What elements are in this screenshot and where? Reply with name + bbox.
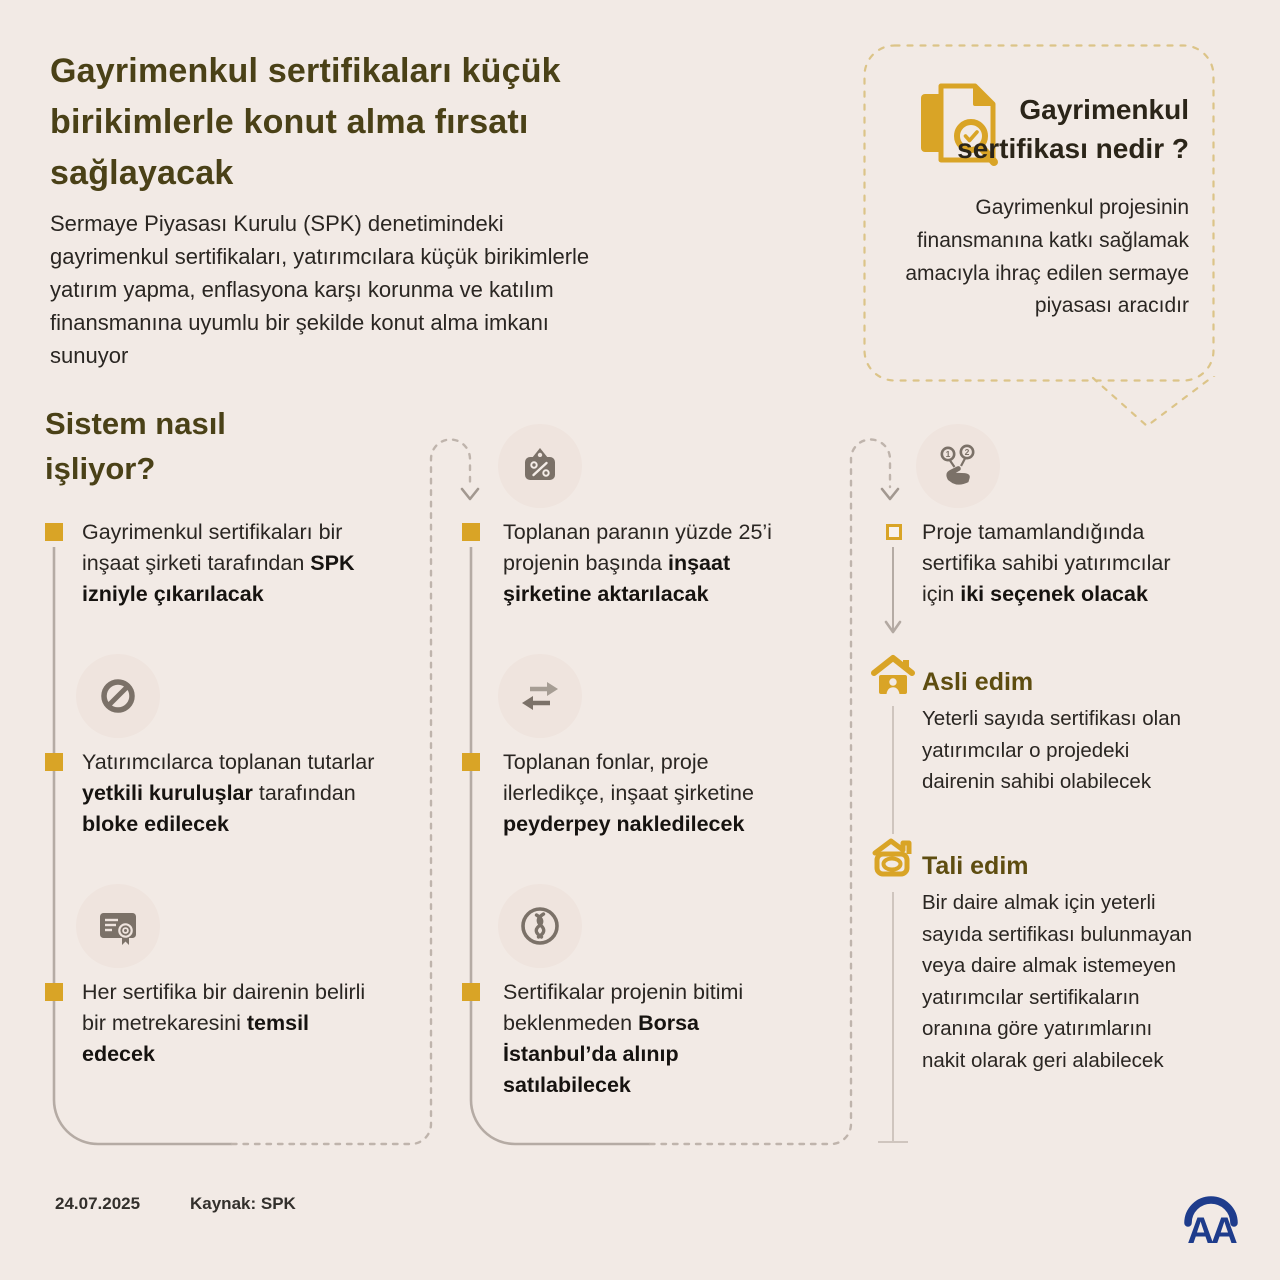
- borsa-istanbul-icon: [518, 904, 562, 948]
- bullet-marker-hollow: [886, 524, 902, 540]
- choice-hand-icon: [936, 444, 980, 488]
- list-item-col2-2: Toplanan fonlar, proje ilerledikçe, inşaat şirketine peyderpey nakledilecek: [503, 750, 754, 836]
- svg-text:AA: AA: [1187, 1210, 1235, 1250]
- certificate-icon: [96, 904, 140, 948]
- svg-text:2: 2: [964, 447, 970, 457]
- anadolu-agency-logo: [1176, 1186, 1246, 1250]
- bullet-marker: [462, 983, 480, 1001]
- info-box-tail: [1085, 376, 1225, 432]
- list-item-col1-3: Her sertifika bir dairenin belirli bir metrekaresini temsil edecek: [82, 980, 366, 1066]
- date-label: 24.07.2025: [55, 1194, 141, 1213]
- info-box-body: Gayrimenkul projesinin finansmanına katkı sağlamak amacıyla ihraç edilen sermaye piyasası aracıdır: [905, 196, 1189, 318]
- page-title: Gayrimenkul sertifikaları küçük birikimlerle konut alma fırsatı sağlayacak: [50, 52, 561, 192]
- list-item-col1-2: Yatırımcılarca toplanan tutarlar yetkili kuruluşlar tarafından bloke edilecek: [82, 750, 375, 836]
- percent-tag-icon: [518, 444, 562, 488]
- info-box-title: Gayrimenkul sertifikası nedir ?: [957, 94, 1189, 165]
- list-item-col2-1: Toplanan paranın yüzde 25’i projenin başında inşaat şirketine aktarılacak: [503, 520, 772, 606]
- list-item-col2-3: Sertifikalar projenin bitimi beklenmeden Borsa İstanbul’da alınıp satılabilecek: [503, 980, 744, 1097]
- option-body-asli: Yeterli sayıda sertifikası olan yatırımcılar o projedeki dairenin sahibi olabilecek: [922, 707, 1182, 793]
- icon-circle: [498, 654, 582, 738]
- intro-paragraph: Sermaye Piyasası Kurulu (SPK) denetimindeki gayrimenkul sertifikaları, yatırımcılara küçük birikimlerle yatırım yapma, enflasyona karşı korunma ve katılım finansmanına uyumlu bir şekilde konut alma imkanı sunuyor: [50, 211, 590, 368]
- option-body-tali: Bir daire almak için yeterli sayıda sertifikası bulunmayan veya daire almak istemeyen yatırımcılar sertifikaların oranına göre yatırımlarını nakit olarak geri alabilecek: [922, 891, 1193, 1072]
- house-person-icon: [870, 654, 916, 698]
- transfer-arrows-icon: [518, 674, 562, 718]
- option-heading-tali: Tali edim: [922, 852, 1029, 880]
- bullet-marker: [45, 523, 63, 541]
- icon-circle: [498, 884, 582, 968]
- section-heading: Sistem nasıl işliyor?: [45, 406, 226, 486]
- source-label: Kaynak: SPK: [190, 1194, 296, 1213]
- icon-circle: [76, 884, 160, 968]
- house-outline-icon: [870, 838, 916, 882]
- list-item-col3-intro: Proje tamamlandığında sertifika sahibi yatırımcılar için iki seçenek olacak: [922, 520, 1171, 606]
- bullet-marker: [462, 753, 480, 771]
- option-heading-asli: Asli edim: [922, 668, 1034, 696]
- svg-text:1: 1: [945, 449, 951, 459]
- bullet-marker: [462, 523, 480, 541]
- prohibition-icon: [96, 674, 140, 718]
- bullet-marker: [45, 753, 63, 771]
- icon-circle: [76, 654, 160, 738]
- list-item-col1-1: Gayrimenkul sertifikaları bir inşaat şirketi tarafından SPK izniyle çıkarılacak: [82, 520, 355, 606]
- info-box: [863, 44, 1215, 382]
- bullet-marker: [45, 983, 63, 1001]
- icon-circle: [498, 424, 582, 508]
- icon-circle: [916, 424, 1000, 508]
- col3-tali-link-line: [878, 892, 908, 1142]
- col2-arrowhead-icon: [462, 489, 478, 499]
- col3-arrowhead-icon: [882, 489, 898, 499]
